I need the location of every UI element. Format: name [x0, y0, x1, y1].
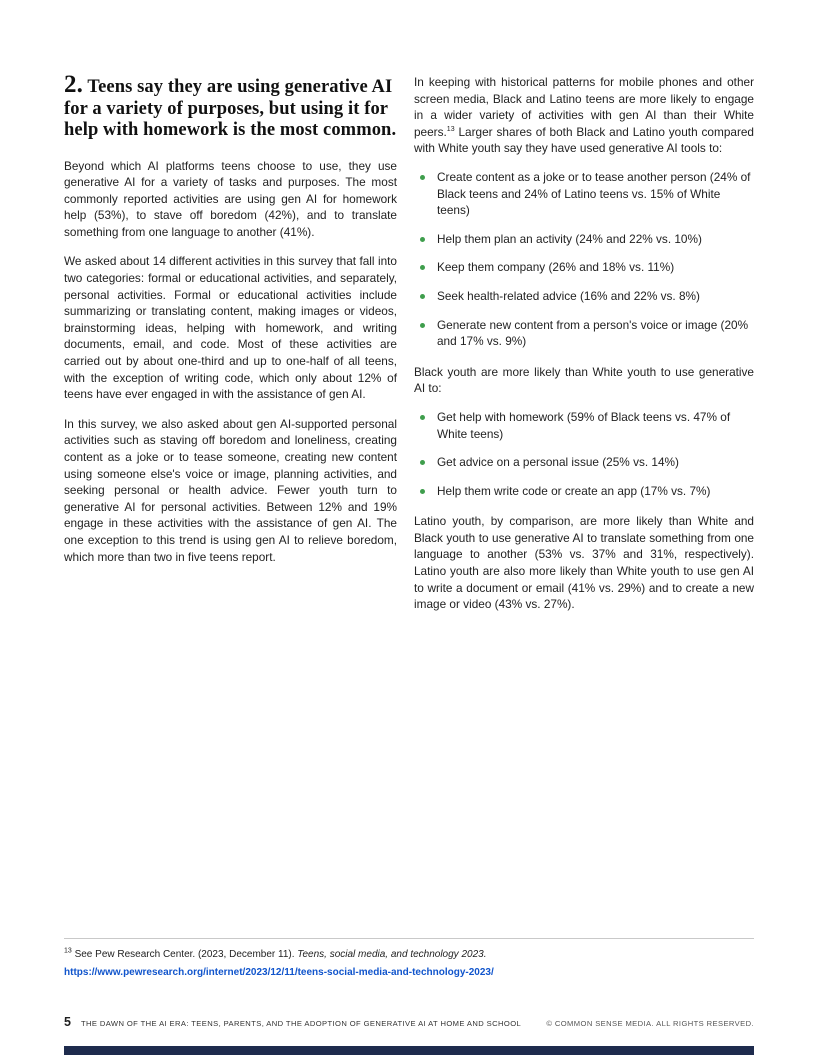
bottom-accent-bar [64, 1046, 754, 1055]
bullet-dot-icon [420, 237, 425, 242]
bullet-text: Help them plan an activity (24% and 22% vs. 10%) [437, 231, 702, 246]
list-item [414, 483, 754, 500]
bullet-text: Keep them company (26% and 18% vs. 11%) [437, 260, 675, 275]
list-item [414, 288, 754, 305]
bullet-text: Help them write code or create an app (17% vs. 7%) [437, 483, 711, 498]
page-footer [64, 1015, 754, 1029]
bullet-list-2 [414, 409, 754, 499]
bullet-text: Get help with homework (59% of Black teens vs. 47% of White teens) [437, 409, 731, 441]
footer-title: THE DAWN OF THE AI ERA: TEENS, PARENTS, AND THE ADOPTION OF GENERATIVE AI AT HOME AND SCHOOL [80, 1019, 522, 1028]
section-number: 2. [64, 71, 83, 98]
bullet-text: Seek health-related advice (16% and 22% vs. 8%) [437, 288, 700, 303]
bullet-dot-icon [420, 489, 425, 494]
bullet-list-1 [414, 169, 754, 350]
footer-copyright: © COMMON SENSE MEDIA. ALL RIGHTS RESERVED. [546, 1019, 754, 1028]
paragraph: In this survey, we also asked about gen AI-supported personal activities such as staving off boredom and loneliness, creating content as a joke or to tease someone, creating new content using someone else's voice or image, planning activities, and seeking personal or health advice. Fewer youth turn to generative AI for personal activities. Between 12% and 19% engage in these activities with the assistance of gen AI. The one exception to this trend is using gen AI to relieve boredom, which more than two in five teens report. [64, 416, 397, 564]
footnote-section [64, 938, 754, 980]
page-content [64, 71, 754, 625]
mid-paragraph: Black youth are more likely than White youth to use generative AI to: [414, 364, 754, 396]
bullet-dot-icon [420, 265, 425, 270]
bullet-text: Get advice on a personal issue (25% vs. 14%) [437, 455, 679, 470]
section-heading-text: Teens say they are using generative AI for a variety of purposes, but using it for help with homework is the most common. [64, 77, 397, 140]
bullet-dot-icon [420, 294, 425, 299]
list-item [414, 409, 754, 442]
intro-paragraph [414, 74, 754, 157]
footnote-italic-title: Teens, social media, and technology 2023. [297, 949, 487, 960]
paragraph: Beyond which AI platforms teens choose to use, they use generative AI for a variety of tasks and purposes. The most commonly reported activities are using gen AI for homework help (53%), to stave off boredom (42%), and to translate something from one language to another (41%). [64, 158, 397, 239]
footnote-marker: 13 [64, 947, 72, 955]
bullet-text: Create content as a joke or to tease another person (24% of Black teens and 24% of Latino teens vs. 15% of White teens) [437, 169, 751, 218]
footnote-reference: 13 [446, 125, 455, 133]
list-item [414, 169, 754, 219]
footnote-text [64, 948, 754, 962]
bullet-dot-icon [420, 460, 425, 465]
intro-text-1: In keeping with historical patterns for mobile phones and other screen media, Black and Latino teens are more likely to engage in a wider variety of activities with gen AI than their White peers. [414, 75, 754, 139]
bullet-dot-icon [420, 175, 425, 180]
list-item [414, 259, 754, 276]
footnote-citation: See Pew Research Center. (2023, December 11). [71, 949, 298, 960]
left-column [64, 71, 397, 625]
list-item [414, 231, 754, 248]
bullet-text: Generate new content from a person's voice or image (20% and 17% vs. 9%) [437, 317, 749, 349]
page-number: 5 [64, 1015, 71, 1029]
intro-text-2: Larger shares of both Black and Latino youth compared with White youth say they have used generative AI tools to: [414, 124, 754, 156]
footnote-link[interactable]: https://www.pewresearch.org/internet/2023/12/11/teens-social-media-and-technology-2023/ [64, 967, 494, 978]
right-column [414, 74, 754, 625]
list-item [414, 454, 754, 471]
list-item [414, 317, 754, 350]
bullet-dot-icon [420, 323, 425, 328]
paragraph: We asked about 14 different activities in this survey that fall into two categories: formal or educational activities, and separately, personal activities. Formal or educational activities include summarizing or translating content, making images or videos, brainstorming ideas, helping with homework, and writing documents, email, and code. Most of these activities are carried out by about one-third and up to one-half of all teens, with the exception of writing code, which only about 12% of teens have ever engaged in with the assistance of gen AI. [64, 254, 397, 402]
section-heading [64, 71, 397, 142]
closing-paragraph: Latino youth, by comparison, are more likely than White and Black youth to use generative AI to translate something from one language to another (53% vs. 37% and 31%, respectively). Latino youth are also more likely than White youth to use gen AI to write a document or email (41% vs. 29%) and to create a new image or video (43% vs. 27%). [414, 514, 754, 612]
bullet-dot-icon [420, 415, 425, 420]
